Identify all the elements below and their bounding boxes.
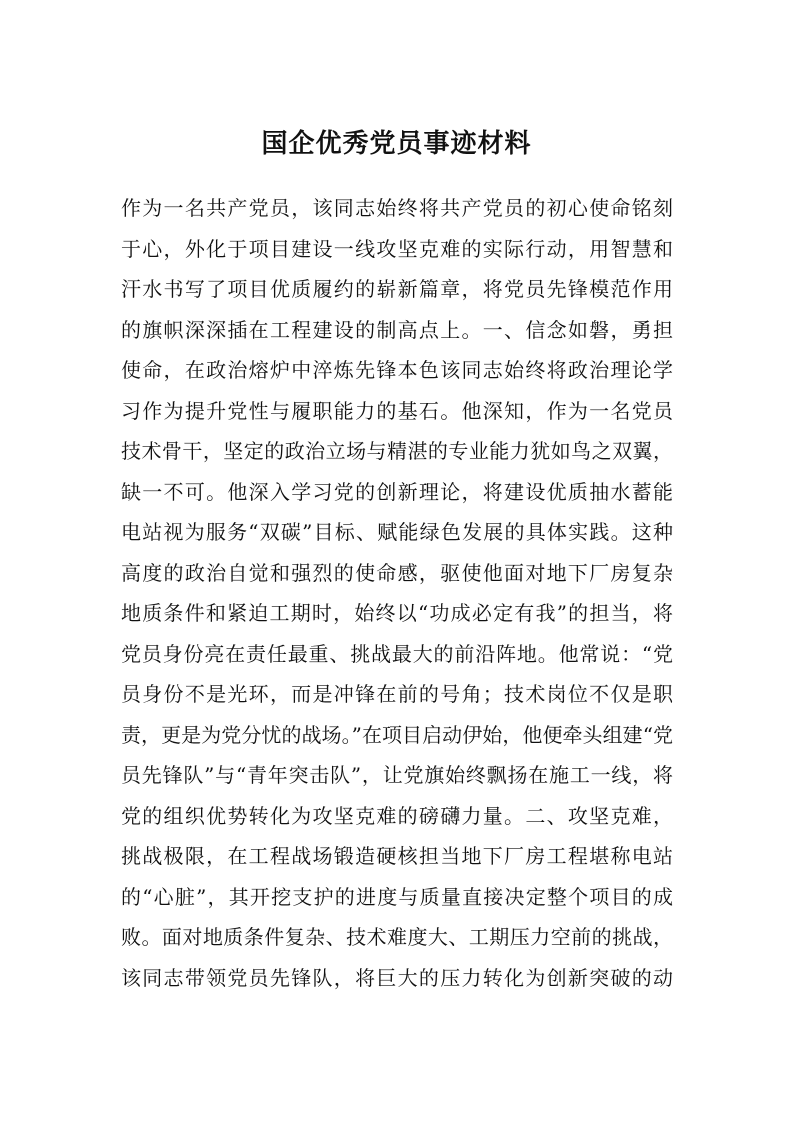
body-line: 员先锋队”与“青年突击队”，让党旗始终飘扬在施工一线，将	[121, 763, 673, 787]
document-body	[121, 188, 681, 998]
body-line: 使命，在政治熔炉中淬炼先锋本色该同志始终将政治理论学	[121, 358, 673, 382]
body-line: 高度的政治自觉和强烈的使命感，驱使他面对地下厂房复杂	[121, 560, 673, 585]
body-line: 作为一名共产党员，该同志始终将共产党员的初心使命铭刻	[121, 196, 673, 220]
body-line: 败。面对地质条件复杂、技术难度大、工期压力空前的挑战，	[121, 925, 673, 949]
body-line: 员身份不是光环，而是冲锋在前的号角；技术岗位不仅是职	[121, 682, 673, 706]
body-line: 汗水书写了项目优质履约的崭新篇章，将党员先锋模范作用	[121, 277, 673, 301]
body-line: 的“心脏”，其开挖支护的进度与质量直接决定整个项目的成	[121, 884, 673, 909]
body-line: 党的组织优势转化为攻坚克难的磅礴力量。二、攻坚克难，	[121, 803, 673, 828]
body-line: 于心，外化于项目建设一线攻坚克难的实际行动，用智慧和	[121, 236, 673, 261]
body-line: 习作为提升党性与履职能力的基石。他深知，作为一名党员	[121, 398, 673, 423]
document-title: 国企优秀党员事迹材料	[261, 129, 532, 159]
body-line: 电站视为服务“双碳”目标、赋能绿色发展的具体实践。这种	[121, 520, 673, 544]
body-line: 该同志带领党员先锋队，将巨大的压力转化为创新突破的动	[121, 965, 673, 990]
body-line: 缺一不可。他深入学习党的创新理论，将建设优质抽水蓄能	[121, 479, 673, 504]
body-line: 挑战极限，在工程战场锻造硬核担当地下厂房工程堪称电站	[121, 844, 673, 868]
body-line: 责，更是为党分忧的战场。”在项目启动伊始，他便牵头组建“党	[121, 722, 673, 747]
body-line: 地质条件和紧迫工期时，始终以“功成必定有我”的担当，将	[121, 601, 673, 625]
body-line: 党员身份亮在责任最重、挑战最大的前沿阵地。他常说：“党	[121, 641, 673, 666]
body-line: 的旗帜深深插在工程建设的制高点上。一、信念如磐，勇担	[121, 317, 673, 342]
body-line: 技术骨干，坚定的政治立场与精湛的专业能力犹如鸟之双翼，	[121, 439, 673, 463]
